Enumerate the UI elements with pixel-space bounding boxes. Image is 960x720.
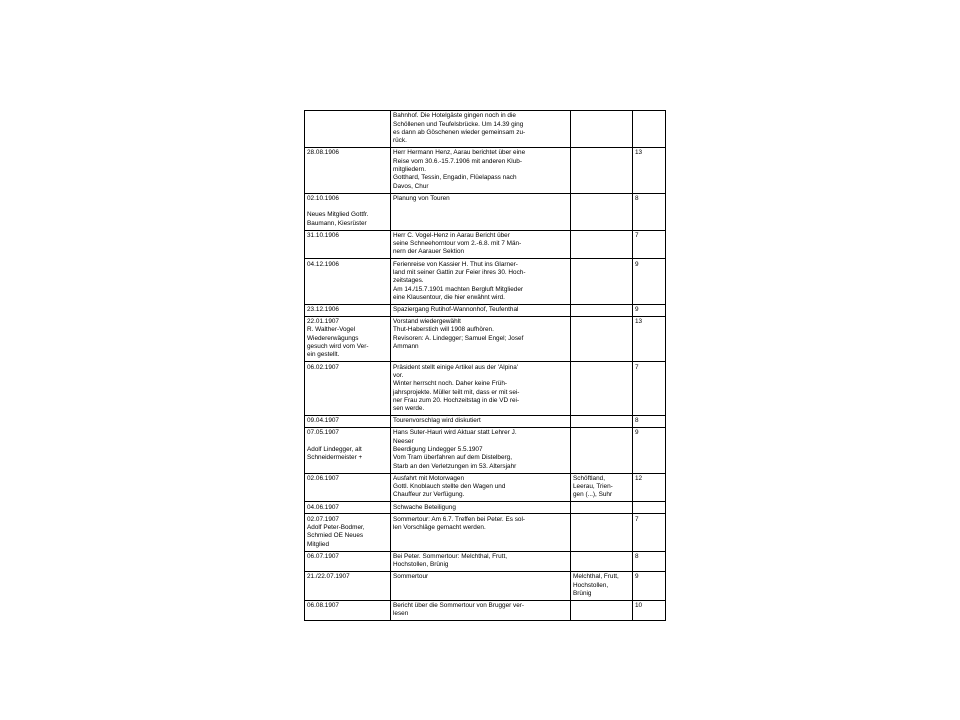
cell-entry: Tourenvorschlag wird diskutiert	[391, 416, 571, 428]
cell-number	[633, 111, 666, 148]
cell-number: 8	[633, 193, 666, 230]
table-row	[305, 428, 666, 473]
cell-entry: Planung von Touren	[391, 193, 571, 230]
table-body	[305, 111, 666, 621]
cell-date: 21./22.07.1907	[305, 572, 391, 601]
cell-date: 02.07.1907 Adolf Peter-Bodmer, Schmied OE Neues Mitglied	[305, 514, 391, 551]
cell-date: 04.06.1907	[305, 502, 391, 514]
cell-entry: Herr Hermann Henz, Aarau berichtet über eine Reise vom 30.6.-15.7.1906 mit anderen Klub- mitgliedern. Gotthard, Tessin, Engadin, Flüelapass nach Davos, Chur	[391, 148, 571, 193]
table-row	[305, 193, 666, 230]
cell-place	[571, 304, 633, 316]
table-row	[305, 148, 666, 193]
table-row	[305, 514, 666, 551]
cell-number: 13	[633, 316, 666, 361]
cell-date: 31.10.1906	[305, 230, 391, 259]
cell-place	[571, 416, 633, 428]
cell-date: 06.07.1907	[305, 551, 391, 571]
table-row	[305, 551, 666, 571]
cell-entry: Bahnhof. Die Hotelgäste gingen noch in die Schöllenen und Teufelsbrücke. Um 14.39 ging es dann ab Göschenen wieder gemeinsam zu- rück.	[391, 111, 571, 148]
cell-place	[571, 316, 633, 361]
table-row	[305, 259, 666, 304]
cell-entry: Sommertour	[391, 572, 571, 601]
cell-number: 9	[633, 428, 666, 473]
cell-number: 7	[633, 362, 666, 416]
cell-place	[571, 428, 633, 473]
cell-place	[571, 259, 633, 304]
cell-entry: Herr C. Vogel-Henz in Aarau Bericht über seine Schneehorntour vom 2.-6.8. mit 7 Män- nern der Aarauer Sektion	[391, 230, 571, 259]
table-row	[305, 473, 666, 502]
cell-number: 7	[633, 230, 666, 259]
cell-place	[571, 551, 633, 571]
cell-date: 07.05.1907 Adolf Lindegger, alt Schneidermeister +	[305, 428, 391, 473]
cell-number: 8	[633, 416, 666, 428]
table-row	[305, 572, 666, 601]
cell-place	[571, 193, 633, 230]
cell-date: 09.04.1907	[305, 416, 391, 428]
cell-entry: Hans Suter-Hauri wird Aktuar statt Lehrer J. Neeser Beerdigung Lindegger 5.5.1907 Vom Tram überfahren auf dem Distelberg, Starb an den Verletzungen im 53. Altersjahr	[391, 428, 571, 473]
cell-entry: Bericht über die Sommertour von Brugger ver- lesen	[391, 600, 571, 620]
cell-entry: Schwache Beteiligung	[391, 502, 571, 514]
cell-number	[633, 502, 666, 514]
table-row	[305, 362, 666, 416]
cell-number: 13	[633, 148, 666, 193]
table-row	[305, 600, 666, 620]
cell-date: 22.01.1907 R. Walther-Vogel Wiedererwägungs gesuch wird vom Ver- ein gestellt.	[305, 316, 391, 361]
cell-entry: Ferienreise von Kassier H. Thut ins Glarner- land mit seiner Gattin zur Feier ihres 30. Hoch- zeitstages. Am 14./15.7.1901 machten Bergluft Mitglieder eine Klausentour, die hier erwähnt wird.	[391, 259, 571, 304]
cell-number: 9	[633, 259, 666, 304]
cell-place	[571, 514, 633, 551]
cell-place	[571, 230, 633, 259]
cell-place	[571, 362, 633, 416]
cell-number: 10	[633, 600, 666, 620]
table-row	[305, 316, 666, 361]
cell-date: 04.12.1906	[305, 259, 391, 304]
cell-date: 06.02.1907	[305, 362, 391, 416]
cell-number: 8	[633, 551, 666, 571]
protocol-table	[304, 110, 666, 621]
cell-place	[571, 502, 633, 514]
cell-date: 23.12.1906	[305, 304, 391, 316]
cell-date	[305, 111, 391, 148]
cell-entry: Präsident stellt einige Artikel aus der 'Alpina' vor. Winter herrscht noch. Daher keine Früh- jahrsprojekte. Müller teilt mit, dass er mit sei- ner Frau zum 20. Hochzeitstag in die VD rei- sen werde.	[391, 362, 571, 416]
cell-number: 12	[633, 473, 666, 502]
cell-entry: Spaziergang Rutihof-Wannonhof, Teufenthal	[391, 304, 571, 316]
cell-entry: Vorstand wiedergewählt Thut-Haberstich will 1908 aufhören. Revisoren: A. Lindegger; Samuel Engel; Josef Ammann	[391, 316, 571, 361]
cell-place: Schöftland, Leerau, Trien- gen (...), Suhr	[571, 473, 633, 502]
cell-place	[571, 600, 633, 620]
cell-number: 9	[633, 572, 666, 601]
cell-entry: Ausfahrt mit Motorwagen Gottl. Knoblauch stellte den Wagen und Chauffeur zur Verfügung.	[391, 473, 571, 502]
cell-place	[571, 111, 633, 148]
cell-date: 02.10.1906 Neues Mitglied Gottfr. Baumann, Kiesrüster	[305, 193, 391, 230]
cell-date: 28.08.1906	[305, 148, 391, 193]
cell-number: 9	[633, 304, 666, 316]
table-row	[305, 304, 666, 316]
cell-date: 02.06.1907	[305, 473, 391, 502]
table-row	[305, 111, 666, 148]
table-row	[305, 416, 666, 428]
cell-date: 06.08.1907	[305, 600, 391, 620]
cell-number: 7	[633, 514, 666, 551]
cell-place: Melchthal, Frutt, Hochstollen, Brünig	[571, 572, 633, 601]
cell-place	[571, 148, 633, 193]
table-row	[305, 502, 666, 514]
cell-entry: Sommertour: Am 6.7. Treffen bei Peter. Es sol- len Vorschläge gemacht werden.	[391, 514, 571, 551]
cell-entry: Bei Peter. Sommertour: Melchthal, Frutt, Hochstollen, Brünig	[391, 551, 571, 571]
table-row	[305, 230, 666, 259]
